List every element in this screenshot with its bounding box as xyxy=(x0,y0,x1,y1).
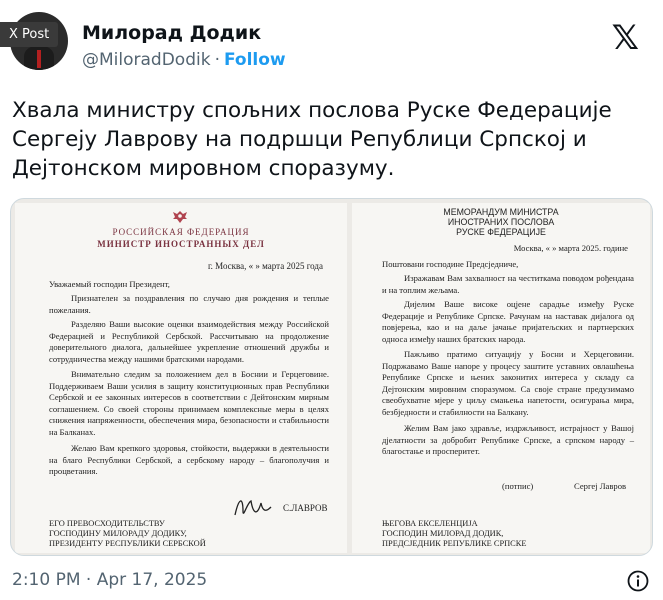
letter-paragraph: Внимательно следим за положением дел в Боснии и Герцеговине. Поддерживаем Ваши усилия в защиту конституционных прав Республики Сербской и ее законных интересов в соответствии с Дейтонским мирным соглашением. Со своей стороны принимаем комплексные меры в целях снижения напряженности, обеспечения мира, безопасности и стабильности на Балканах. xyxy=(49,369,329,437)
letter-paragraph: Дијелим Ваше високе оцјене сарадње између Руске Федерације и Републике Српске. Рачунам на наставак дијалога од повјерења, као и на даље јачање пријатељских и партнерских односа између наших братских народа. xyxy=(382,299,634,344)
address-line: ЕГО ПРЕВОСХОДИТЕЛЬСТВУ xyxy=(49,519,165,528)
letter-paragraph: Желаю Вам крепкого здоровья, стойкости, выдержки в деятельности на благо Республики Сербской, а сербскому народу – благополучия и процветания. xyxy=(49,443,329,477)
letter-paragraph: Разделяю Ваши высокие оценки взаимодействия между Российской Федерацией и Республикой Сербской. Рассчитываю на продолжение доверительного диалога, дальнейшее укрепление отношений дружбы и сотрудничества между нашими братскими народами. xyxy=(49,319,329,364)
letter-salutation: Поштовани господине Предсједниче, xyxy=(382,259,519,269)
x-logo-icon[interactable]: 𝕏 xyxy=(611,18,639,58)
letter-paragraph: Изражавам Вам захвалност на честиткама поводом рођендана и на топлим жељама. xyxy=(382,273,634,295)
memo-heading: МЕМОРАНДУМ МИНИСТРА xyxy=(443,207,559,217)
author-handle-row xyxy=(82,50,286,70)
address-line: ПРЕДСЈЕДНИК РЕПУБЛИКЕ СРПСКЕ xyxy=(382,539,527,548)
letter-salutation: Уважаемый господин Президент, xyxy=(49,279,170,289)
letter-paragraph: Пажљиво пратимо ситуацију у Босни и Херцеговини. Подржавамо Ваше напоре у процесу заштите уставних овлашћења Републике Српске и њених законитих интереса у складу са Дејтонским мировним споразумом. Са своје стране предузимамо свеобухватне мјере у циљу смањења напетости, осигурања мира, безбједности и стабилности на Балкану. xyxy=(382,349,634,417)
signature-note: (потпис) xyxy=(502,481,534,491)
address-line: ПРЕЗИДЕНТУ РЕСПУБЛИКИ СЕРБСКОЙ xyxy=(49,539,206,548)
tweet-text: Хвала министру спољних послова Руске Федерације Сергеју Лаврову на подршци Републици Српској и Дејтонском мировном споразуму. xyxy=(12,98,612,181)
x-post-badge: X Post xyxy=(0,22,58,47)
letter-signer: Сергеј Лавров xyxy=(574,481,627,491)
handwritten-signature xyxy=(231,493,275,523)
letter-russian xyxy=(15,203,347,553)
letter-paragraph: Желим Вам јако здравље, издржљивост, истрајност у Вашој дјелатности за добробит Републике Српске, а српском народу – благостање и просперитет. xyxy=(382,423,634,457)
letter-serbian xyxy=(352,203,650,553)
memo-heading: ИНОСТРАНИХ ПОСЛОВА xyxy=(447,217,555,227)
letter-date: Москва, « » марта 2025. године xyxy=(513,243,628,253)
separator-dot: · xyxy=(214,50,220,70)
info-icon[interactable] xyxy=(627,570,649,592)
letterhead-org: РОССИЙСКАЯ ФЕДЕРАЦИЯ xyxy=(112,227,250,237)
author-name[interactable]: Милорад Додик xyxy=(82,22,262,44)
address-line: ГОСПОДИН МИЛОРАД ДОДИК, xyxy=(382,529,504,538)
letter-signer: С.ЛАВРОВ xyxy=(283,503,328,513)
letter-paragraph: Признателен за поздравления по случаю дня рождения и теплые пожелания. xyxy=(49,293,329,315)
address-line: ЊЕГОВА ЕКСЕЛЕНЦИЈА xyxy=(382,519,478,528)
letter-date: г. Москва, « » марта 2025 года xyxy=(207,261,323,271)
double-headed-eagle-emblem xyxy=(171,209,189,225)
letterhead-title: МИНИСТР ИНОСТРАННЫХ ДЕЛ xyxy=(97,239,265,249)
memo-heading: РУСКЕ ФЕДЕРАЦИЈЕ xyxy=(456,227,546,237)
tweet-timestamp[interactable]: 2:10 PM · Apr 17, 2025 xyxy=(12,570,208,590)
address-line: ГОСПОДИНУ МИЛОРАДУ ДОДИКУ, xyxy=(49,529,187,538)
follow-button[interactable]: Follow xyxy=(223,50,286,70)
tweet-media-image[interactable] xyxy=(10,198,653,556)
author-handle[interactable]: @MiloradDodik xyxy=(82,50,211,70)
